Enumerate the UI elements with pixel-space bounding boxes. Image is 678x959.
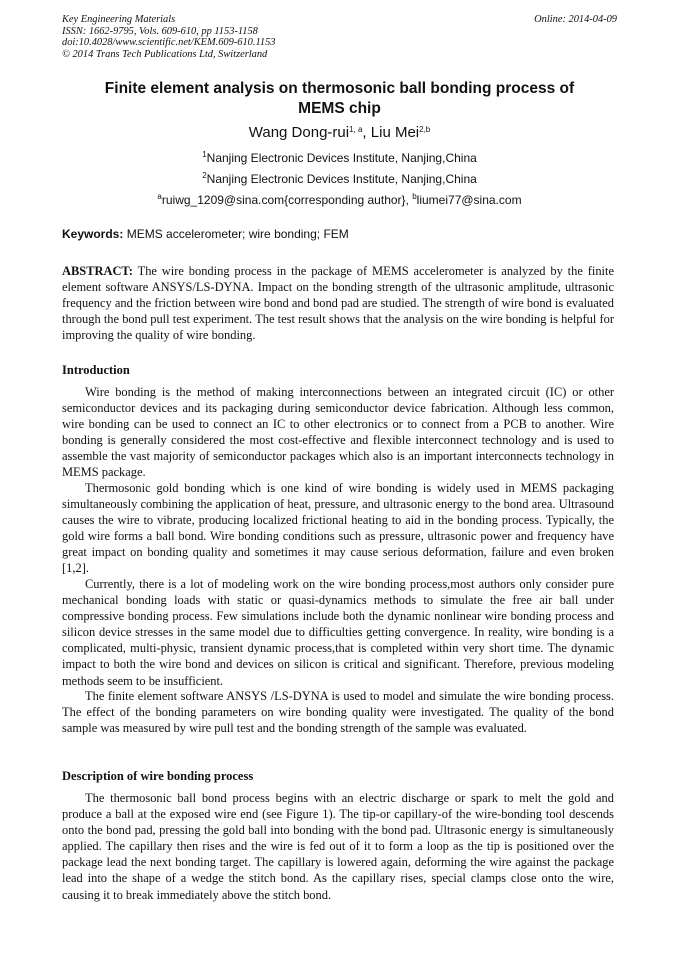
affiliation-2-text: Nanjing Electronic Devices Institute, Nanjing,China bbox=[206, 172, 477, 186]
intro-paragraph-1: Wire bonding is the method of making interconnections between an integrated circuit (IC) or other semiconductor devices and its packaging during semiconductor device fabrication. Although less common, wire bonding can be used to connect an IC to other electronics or to connect from a PCB to another. Wire bonding is generally considered the most cost-effective and flexible interconnect technology and is used to assemble the vast majority of semiconductor packages which also is an important interconnects technology in MEMS package. bbox=[62, 385, 614, 480]
affiliation-1-sup: 1 bbox=[202, 150, 207, 159]
abstract-text: The wire bonding process in the package of MEMS accelerometer is analyzed by the finite element software ANSYS/LS-DYNA. Impact on the bonding strength of the ultrasonic amplitude, ultrasonic frequency and the friction between wire bond and bond pad are studied. The strength of wire bond is evaluated through the bond pull test experiment. The test result shows that the analysis on the wire bonding is helpful for improving the quality of wire bonding. bbox=[62, 264, 614, 343]
affiliation-1 bbox=[62, 151, 617, 165]
author-2: Liu Mei bbox=[370, 124, 420, 141]
abstract-label: ABSTRACT: bbox=[62, 264, 133, 278]
email-b: liumei77@sina.com bbox=[416, 193, 522, 207]
affiliation-2 bbox=[62, 172, 617, 186]
journal-header bbox=[62, 14, 617, 60]
copyright-line: © 2014 Trans Tech Publications Ltd, Switzerland bbox=[62, 48, 268, 60]
description-paragraph-1: The thermosonic ball bond process begins with an electric discharge or spark to melt the gold and produce a ball at the exposed wire end (see Figure 1). The tip-or capillary-of the wire-bonding tool descends onto the bond pad, pressing the gold ball into bonding with the bond pad. Ultrasonic energy is simultaneously applied. The capillary then rises and the wire is fed out of it to form a loop as the tip is positioned over the package lead the next bonding target. The capillary is lowered again, deforming the wire against the package lead into the shape of a wedge the stitch bond. As the capillary rises, special clamps close onto the wire, causing it to break immediately above the stitch bond. bbox=[62, 791, 614, 902]
title-line-2: MEMS chip bbox=[298, 99, 381, 117]
keywords bbox=[62, 227, 617, 241]
doi-line: doi:10.4028/www.scientific.net/KEM.609-610.1153 bbox=[62, 37, 276, 48]
author-separator: , bbox=[362, 124, 371, 141]
intro-paragraph-2: Thermosonic gold bonding which is one kind of wire bonding is widely used in MEMS packaging simultaneously combining the application of heat, pressure, and ultrasonic energy to the bond area. Ultrasound causes the wire to vibrate, producing localized frictional heating to aid in the bonding process. Typically, the gold wire forms a ball bond. Wire bonding conditions such as pressure, ultrasonic power and frequency have great impact on bonding quality and sometimes it may cause serious deformation, failure and even broken [1,2]. bbox=[62, 481, 614, 576]
title-line-1: Finite element analysis on thermosonic ball bonding process of bbox=[104, 80, 575, 97]
abstract bbox=[62, 263, 614, 343]
author-line bbox=[62, 124, 617, 142]
email-a-sup: a bbox=[157, 192, 162, 201]
issn-line: ISSN: 1662-9795, Vols. 609-610, pp 1153-1158 bbox=[62, 25, 258, 37]
affiliation-1-text: Nanjing Electronic Devices Institute, Nanjing,China bbox=[206, 151, 477, 165]
email-line bbox=[62, 193, 617, 207]
intro-paragraph-3: Currently, there is a lot of modeling work on the wire bonding process,most authors only consider pure mechanical bonding loads with static or quasi-dynamics methods to simulate the free air ball under compressive bonding process. Few simulations include both the dynamic nonlinear wire bonding process and silicon device stresses in the same model due to difficulties getting convergence. In reality, wire bonding is a complicated, multi-physic, transient dynamic process,that is completed within very short time. The dynamic impact to both the wire bond and devices on silicon is critical and significant. Therefore, previous modeling methods seem to be insufficient. bbox=[62, 577, 614, 688]
keywords-label: Keywords: bbox=[62, 227, 124, 241]
affiliation-2-sup: 2 bbox=[202, 171, 207, 180]
introduction-heading: Introduction bbox=[62, 363, 130, 377]
description-heading: Description of wire bonding process bbox=[62, 769, 254, 783]
keywords-text: MEMS accelerometer; wire bonding; FEM bbox=[123, 227, 349, 241]
author-1: Wang Dong-rui bbox=[248, 124, 350, 141]
email-a: ruiwg_1209@sina.com{corresponding author}, bbox=[161, 193, 413, 207]
email-b-sup: b bbox=[412, 192, 417, 201]
journal-name: Key Engineering Materials bbox=[62, 14, 176, 25]
author-1-sup: 1, a bbox=[349, 125, 363, 134]
intro-paragraph-4: The finite element software ANSYS /LS-DYNA is used to model and simulate the wire bonding process. The effect of the bonding parameters on wire bonding quality were investigated. The quality of the bond sample was measured by wire pull test and the bonding strength of the sample was evaluated. bbox=[62, 689, 614, 736]
online-date: Online: 2014-04-09 bbox=[534, 14, 617, 25]
author-2-sup: 2,b bbox=[419, 125, 431, 134]
paper-title bbox=[62, 79, 617, 118]
